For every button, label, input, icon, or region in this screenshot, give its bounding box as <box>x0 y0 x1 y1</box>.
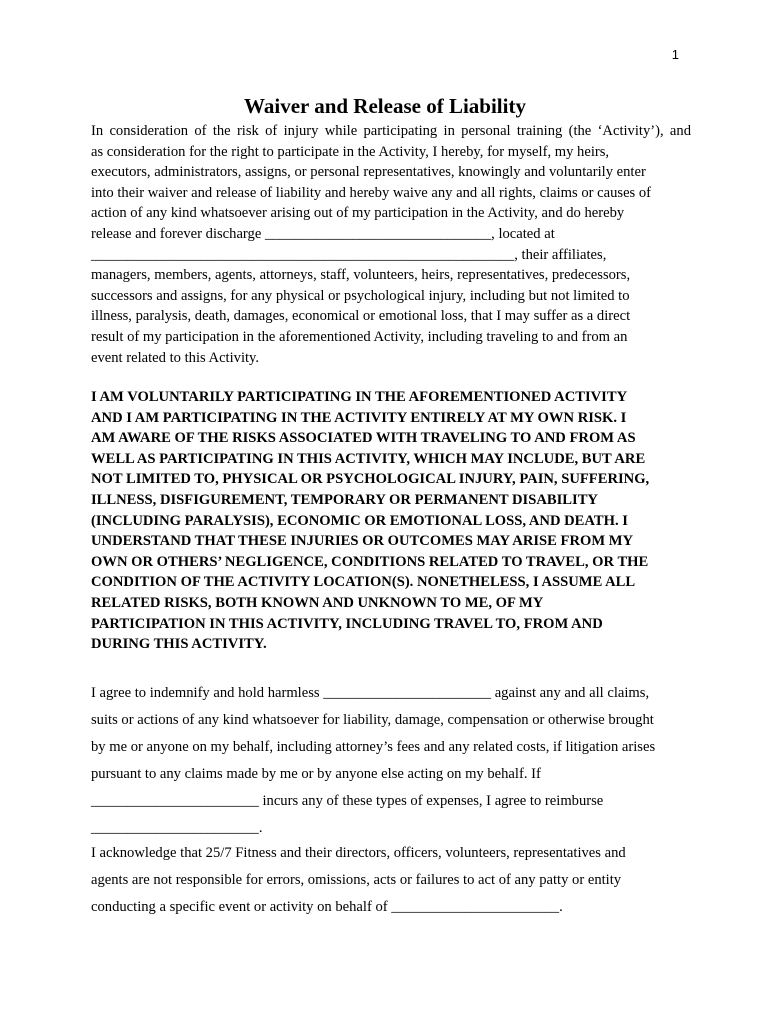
paragraph-line: by me or anyone on my behalf, including attorney’s fees and any related costs, if litigation arises <box>91 738 656 755</box>
paragraph-line: _______________________ incurs any of these types of expenses, I agree to reimburse <box>91 792 604 809</box>
paragraph-line: ILLNESS, DISFIGUREMENT, TEMPORARY OR PERMANENT DISABILITY <box>91 491 598 508</box>
page-number: 1 <box>671 47 679 62</box>
paragraph-line: executors, administrators, assigns, or personal representatives, knowingly and voluntarily enter <box>91 164 646 181</box>
paragraph-line: I AM VOLUNTARILY PARTICIPATING IN THE AFOREMENTIONED ACTIVITY <box>91 389 628 405</box>
paragraph-line: UNDERSTAND THAT THESE INJURIES OR OUTCOMES MAY ARISE FROM MY <box>91 533 634 550</box>
paragraph-line: result of my participation in the aforementioned Activity, including traveling to and from an <box>91 328 628 345</box>
document-title: Waiver and Release of Liability <box>244 94 526 118</box>
paragraph-line: as consideration for the right to participate in the Activity, I hereby, for myself, my heirs, <box>91 143 610 160</box>
paragraph-line: In consideration of the risk of injury while participating in personal training (the ‘Activity’), and <box>91 123 691 139</box>
paragraph-line: managers, members, agents, attorneys, staff, volunteers, heirs, representatives, predecessors, <box>91 267 631 284</box>
paragraph-line: WELL AS PARTICIPATING IN THIS ACTIVITY, WHICH MAY INCLUDE, BUT ARE <box>91 450 646 467</box>
paragraph-line: PARTICIPATION IN THIS ACTIVITY, INCLUDING TRAVEL TO, FROM AND <box>91 615 603 632</box>
paragraph-line: __________________________________________________________, their affiliates, <box>91 246 607 263</box>
paragraph-line: CONDITION OF THE ACTIVITY LOCATION(S). NONETHELESS, I ASSUME ALL <box>91 574 636 591</box>
paragraph-line: AM AWARE OF THE RISKS ASSOCIATED WITH TRAVELING TO AND FROM AS <box>91 430 636 447</box>
paragraph-line: pursuant to any claims made by me or by anyone else acting on my behalf. If <box>91 765 541 782</box>
paragraph-line: event related to this Activity. <box>91 349 260 366</box>
paragraph-line: RELATED RISKS, BOTH KNOWN AND UNKNOWN TO ME, OF MY <box>91 594 544 611</box>
paragraph-line: into their waiver and release of liability and hereby waive any and all rights, claims or causes of <box>91 184 652 201</box>
acknowledgement-paragraph <box>91 840 691 921</box>
paragraph-line: DURING THIS ACTIVITY. <box>91 636 267 653</box>
indemnification-paragraph <box>91 680 691 841</box>
paragraph-line: _______________________. <box>91 819 263 836</box>
paragraph-line: agents are not responsible for errors, omissions, acts or failures to act of any patty or entity <box>91 872 622 888</box>
paragraph-line: I acknowledge that 25/7 Fitness and their directors, officers, volunteers, representatives and <box>91 845 626 861</box>
paragraph-line: successors and assigns, for any physical or psychological injury, including but not limited to <box>91 287 630 304</box>
paragraph-line: AND I AM PARTICIPATING IN THE ACTIVITY ENTIRELY AT MY OWN RISK. I <box>91 409 627 426</box>
paragraph-line: suits or actions of any kind whatsoever for liability, damage, compensation or otherwise brought <box>91 711 654 728</box>
paragraph-line: I agree to indemnify and hold harmless _______________________ against any and all claims, <box>91 685 650 701</box>
risk-acknowledgement-paragraph <box>91 387 691 655</box>
release-paragraph <box>91 121 691 368</box>
paragraph-line: illness, paralysis, death, damages, economical or emotional loss, that I may suffer as a direct <box>91 308 631 325</box>
paragraph-line: action of any kind whatsoever arising out of my participation in the Activity, and do hereby <box>91 205 625 222</box>
paragraph-line: NOT LIMITED TO, PHYSICAL OR PSYCHOLOGICAL INJURY, PAIN, SUFFERING, <box>91 471 650 488</box>
paragraph-line: conducting a specific event or activity on behalf of _______________________. <box>91 899 563 915</box>
paragraph-line: (INCLUDING PARALYSIS), ECONOMIC OR EMOTIONAL LOSS, AND DEATH. I <box>91 512 628 529</box>
paragraph-line: OWN OR OTHERS’ NEGLIGENCE, CONDITIONS RELATED TO TRAVEL, OR THE <box>91 553 649 570</box>
paragraph-line: release and forever discharge _______________________________, located at <box>91 225 555 242</box>
